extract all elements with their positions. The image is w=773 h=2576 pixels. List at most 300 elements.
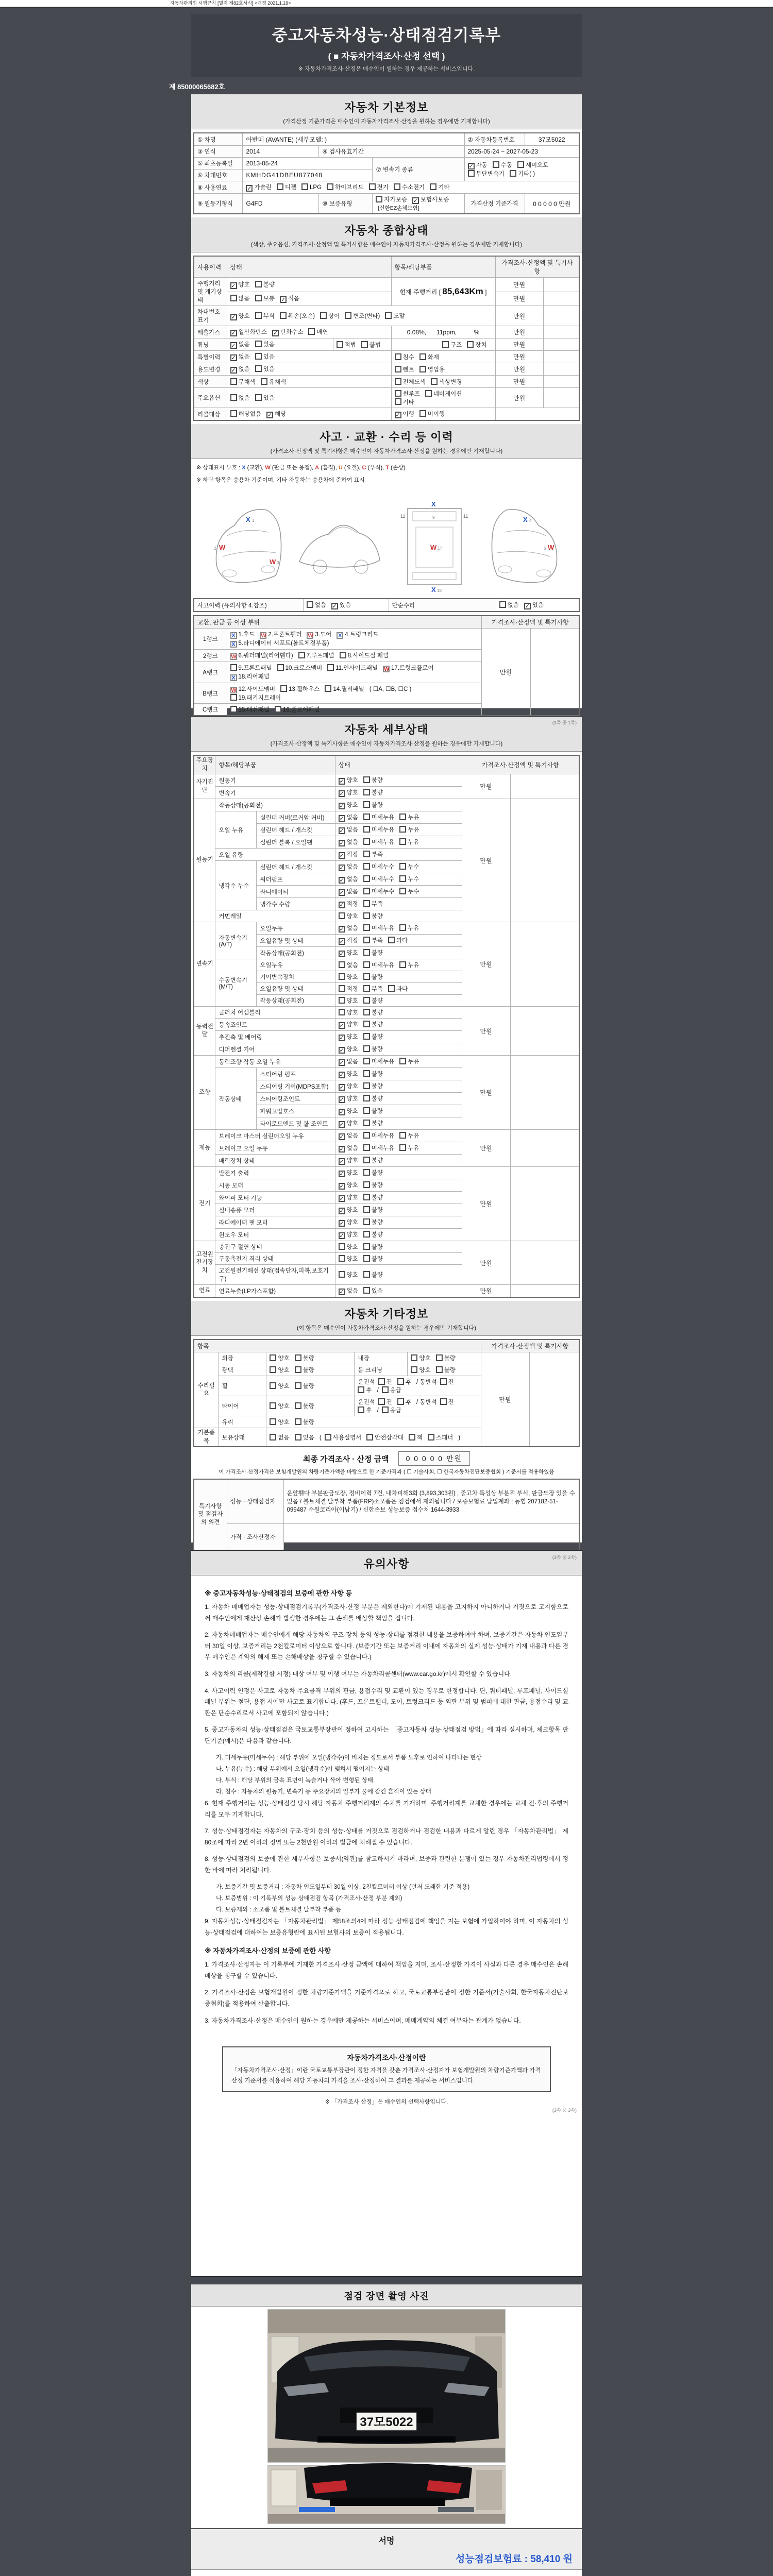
checkbox[interactable] xyxy=(419,410,426,417)
text: ④ 검사유효기간 xyxy=(322,149,364,155)
checkbox[interactable] xyxy=(255,365,262,372)
checkbox[interactable] xyxy=(363,1271,370,1278)
checkbox-option xyxy=(510,170,535,178)
checkbox-option xyxy=(295,1354,314,1362)
option-label: 없음 xyxy=(346,827,358,834)
checkbox[interactable]: X xyxy=(337,632,343,639)
checkbox[interactable]: ✓ xyxy=(339,1072,344,1079)
checkbox[interactable]: ✓ xyxy=(231,314,236,320)
checkbox[interactable] xyxy=(363,973,370,980)
table-cell xyxy=(227,278,391,292)
checkbox[interactable] xyxy=(255,281,262,287)
checkbox[interactable] xyxy=(339,912,345,919)
checkbox[interactable] xyxy=(363,1095,370,1101)
checkbox[interactable] xyxy=(363,900,370,907)
checkbox[interactable] xyxy=(363,961,370,968)
checkbox[interactable]: W xyxy=(383,666,390,672)
document-column xyxy=(169,14,582,2576)
checkbox[interactable] xyxy=(255,295,262,301)
table-cell xyxy=(510,1130,579,1167)
mark-x-trunk: X xyxy=(523,516,528,523)
option-label: 미세누유 xyxy=(371,827,395,834)
checkbox-option xyxy=(339,875,358,884)
checkbox[interactable]: ✓ xyxy=(339,1035,344,1042)
checkbox[interactable] xyxy=(399,924,406,931)
checkbox[interactable] xyxy=(255,312,262,319)
checkbox[interactable]: ✓ xyxy=(339,1221,344,1227)
checkbox[interactable] xyxy=(419,353,426,360)
checkbox[interactable]: ✓ xyxy=(468,163,474,170)
checkbox[interactable] xyxy=(363,1120,370,1126)
checkbox[interactable] xyxy=(363,863,370,870)
checkbox[interactable] xyxy=(378,1398,385,1405)
checkbox[interactable] xyxy=(363,838,370,845)
page-marker: (3쪽 중 2쪽) xyxy=(552,1555,577,1561)
checkbox[interactable]: W xyxy=(261,633,266,639)
table-cell xyxy=(215,1019,335,1031)
page-1 xyxy=(191,94,582,725)
option-label: 보통 xyxy=(263,296,275,302)
checkbox[interactable] xyxy=(399,875,406,882)
table-cell xyxy=(495,363,543,376)
checkbox[interactable]: ✓ xyxy=(339,951,344,958)
checkbox-option xyxy=(339,801,358,809)
option-label: 18.리어패널 xyxy=(238,674,270,680)
checkbox[interactable] xyxy=(436,1366,443,1373)
option-label: 양호 xyxy=(346,1170,358,1177)
checkbox[interactable] xyxy=(363,1231,370,1238)
checkbox[interactable]: ✓ xyxy=(339,1196,344,1202)
checkbox[interactable] xyxy=(363,1132,370,1139)
option-label: 훼손(오손) xyxy=(288,313,315,319)
checkbox[interactable] xyxy=(325,685,331,692)
table-cell xyxy=(525,194,579,214)
checkbox[interactable]: ✓ xyxy=(231,282,236,289)
checkbox[interactable] xyxy=(399,888,406,894)
photo-rear-underside-view xyxy=(267,2465,506,2524)
option-label: 불량 xyxy=(371,998,383,1005)
checkbox[interactable]: X xyxy=(230,632,237,639)
checkbox[interactable] xyxy=(493,161,499,168)
checkbox[interactable]: ✓ xyxy=(339,853,344,859)
checkbox[interactable] xyxy=(510,170,516,177)
table-cell xyxy=(495,326,543,338)
checkbox[interactable] xyxy=(301,183,308,190)
checkbox[interactable] xyxy=(363,1082,370,1089)
car-diagram-side xyxy=(293,487,385,595)
checkbox[interactable] xyxy=(339,961,345,968)
checkbox[interactable]: ✓ xyxy=(339,1171,344,1178)
checkbox[interactable]: ✓ xyxy=(339,1134,344,1141)
table-cell xyxy=(257,886,335,898)
damage-code: T xyxy=(385,465,389,471)
damage-mark-option xyxy=(230,685,276,693)
checkbox[interactable] xyxy=(399,814,406,820)
overall-state-table xyxy=(193,256,580,421)
checkbox[interactable]: ✓ xyxy=(395,412,400,418)
checkbox[interactable]: ✓ xyxy=(339,1109,344,1116)
checkbox[interactable] xyxy=(230,664,237,671)
checkbox[interactable] xyxy=(337,341,343,348)
checkbox[interactable] xyxy=(376,196,382,202)
checkbox[interactable] xyxy=(363,801,370,808)
checkbox[interactable] xyxy=(468,170,475,177)
text: 튜닝 xyxy=(197,342,209,348)
mark-w-door: W xyxy=(270,558,276,566)
checkbox[interactable] xyxy=(395,366,401,372)
checkbox[interactable] xyxy=(363,1033,370,1040)
checkbox[interactable] xyxy=(394,183,400,190)
checkbox[interactable] xyxy=(295,1354,301,1361)
checkbox[interactable]: ✓ xyxy=(339,778,344,785)
checkbox-option xyxy=(230,410,261,418)
checkbox[interactable] xyxy=(440,1378,447,1385)
option-label: 적음 xyxy=(288,296,300,302)
checkbox[interactable]: ✓ xyxy=(339,1060,344,1066)
checkbox[interactable] xyxy=(363,1255,370,1262)
checkbox[interactable] xyxy=(325,1434,331,1440)
checkbox-option xyxy=(363,813,394,821)
checkbox-option xyxy=(339,996,358,1005)
checkbox[interactable] xyxy=(255,353,262,360)
table-cell xyxy=(335,1093,462,1105)
checkbox[interactable] xyxy=(230,410,237,417)
checkbox[interactable]: ✓ xyxy=(267,412,273,418)
detail-state-table xyxy=(193,755,580,1298)
checkbox[interactable] xyxy=(382,1406,389,1413)
checkbox[interactable] xyxy=(382,1386,389,1393)
checkbox[interactable] xyxy=(363,937,370,943)
checkbox[interactable]: ✓ xyxy=(231,367,236,374)
checkbox[interactable] xyxy=(270,1402,276,1409)
checkbox[interactable] xyxy=(363,1070,370,1077)
checkbox[interactable] xyxy=(363,1021,370,1027)
checkbox[interactable] xyxy=(363,851,370,857)
checkbox[interactable] xyxy=(363,814,370,820)
checkbox[interactable] xyxy=(399,863,406,870)
page-marker: (3쪽 중 1쪽) xyxy=(552,720,577,725)
checkbox[interactable] xyxy=(399,1058,406,1064)
checkbox[interactable]: ✓ xyxy=(231,355,236,361)
checkbox[interactable] xyxy=(270,1354,276,1361)
table-cell xyxy=(243,194,319,214)
checkbox[interactable] xyxy=(363,789,370,795)
checkbox[interactable] xyxy=(363,1218,370,1225)
checkbox[interactable] xyxy=(399,826,406,833)
checkbox[interactable] xyxy=(395,390,401,397)
notice-item: 4. 사고이력 인정은 사고로 자동차 주요골격 부위의 판금, 용접수리 및 교환이 있는 경우로 한정합니다. 단, 쿼터패널, 루프패널, 사이드실패널 부위는 절단, 용접 시에만 사고로 표기합니다. (후드, 프론트휀더, 도어, 트렁크리드 등 외판 부위 및 범퍼에 대한 판금, 용접수리 및 교환은 단순수리로서 사고에 포함되지 않습니다.) xyxy=(205,1687,568,1717)
checkbox[interactable] xyxy=(230,295,237,301)
checkbox[interactable] xyxy=(307,601,313,608)
checkbox-option xyxy=(388,985,408,993)
checkbox[interactable] xyxy=(295,1434,301,1440)
checkbox[interactable] xyxy=(467,341,474,348)
checkbox[interactable] xyxy=(270,1418,276,1425)
table-cell xyxy=(335,886,462,898)
checkbox[interactable] xyxy=(442,341,449,348)
checkbox[interactable]: ✓ xyxy=(339,803,344,810)
checkbox[interactable]: ✓ xyxy=(339,840,344,847)
checkbox[interactable]: ✓ xyxy=(339,1289,344,1296)
table-cell xyxy=(215,861,257,910)
option-label: 무단변속기 xyxy=(476,171,505,177)
option-label: 불량 xyxy=(371,913,383,920)
checkbox[interactable]: ✓ xyxy=(525,603,530,609)
option-label: 디젤 xyxy=(284,184,297,191)
checkbox[interactable] xyxy=(399,838,406,845)
option-label: 누수 xyxy=(408,864,419,871)
checkbox[interactable] xyxy=(411,1366,417,1373)
checkbox[interactable]: ✓ xyxy=(339,1047,344,1054)
checkbox[interactable]: ✓ xyxy=(339,877,344,884)
option-label: 불량 xyxy=(371,1083,383,1090)
checkbox[interactable] xyxy=(261,378,267,385)
checkbox[interactable] xyxy=(395,353,401,360)
checkbox[interactable] xyxy=(440,1398,447,1405)
checkbox[interactable]: W xyxy=(231,687,237,693)
text: (판금 또는 용접), xyxy=(270,465,315,471)
checkbox[interactable] xyxy=(270,1366,276,1373)
text: 원동기 xyxy=(219,777,236,784)
checkbox-option xyxy=(345,312,380,320)
checkbox[interactable]: ✓ xyxy=(339,828,344,835)
checkbox[interactable] xyxy=(339,1255,345,1262)
checkbox[interactable] xyxy=(230,378,237,385)
checkbox[interactable] xyxy=(270,1434,276,1440)
table-cell xyxy=(266,1376,355,1396)
checkbox[interactable] xyxy=(339,1009,345,1015)
checkbox[interactable] xyxy=(399,1132,406,1139)
checkbox[interactable] xyxy=(358,1406,364,1413)
checkbox[interactable]: ✓ xyxy=(273,330,278,336)
checkbox[interactable]: ✓ xyxy=(339,890,344,896)
checkbox[interactable]: ✓ xyxy=(339,865,344,872)
checkbox[interactable] xyxy=(230,706,237,713)
checkbox[interactable]: ✓ xyxy=(339,791,344,798)
checkbox[interactable] xyxy=(339,1243,345,1250)
option-label: 양호 xyxy=(278,1419,290,1426)
checkbox[interactable]: ✓ xyxy=(339,939,344,945)
text: 보유상태 xyxy=(222,1434,245,1441)
checkbox[interactable] xyxy=(430,183,436,190)
checkbox[interactable] xyxy=(388,985,395,992)
checkbox[interactable] xyxy=(378,1378,385,1385)
checkbox-option xyxy=(255,352,275,361)
checkbox[interactable] xyxy=(363,826,370,833)
checkbox[interactable] xyxy=(363,1045,370,1052)
checkbox[interactable] xyxy=(363,888,370,894)
checkbox[interactable] xyxy=(308,328,315,335)
checkbox[interactable]: ✓ xyxy=(339,1183,344,1190)
checkbox[interactable] xyxy=(320,312,327,319)
checkbox[interactable]: ✓ xyxy=(413,198,418,204)
checkbox[interactable] xyxy=(436,1354,443,1361)
checkbox[interactable] xyxy=(363,1058,370,1064)
checkbox[interactable] xyxy=(298,652,305,658)
checkbox[interactable]: ✓ xyxy=(332,603,337,609)
checkbox[interactable]: ✓ xyxy=(339,816,344,822)
damage-mark-option xyxy=(298,651,334,659)
checkbox-option xyxy=(411,1354,430,1362)
checkbox-option xyxy=(399,825,419,834)
checkbox[interactable] xyxy=(428,1434,434,1440)
checkbox[interactable] xyxy=(363,1107,370,1114)
option-label: 불량 xyxy=(371,802,383,809)
checkbox[interactable] xyxy=(363,924,370,931)
option-label: 부족 xyxy=(371,852,383,858)
checkbox[interactable] xyxy=(499,601,506,608)
checkbox-option xyxy=(363,1082,383,1090)
checkbox[interactable] xyxy=(363,912,370,919)
text: 냉각수 누수 xyxy=(219,883,249,889)
checkbox[interactable] xyxy=(399,1144,406,1151)
checkbox[interactable] xyxy=(280,685,287,692)
checkbox[interactable]: ✓ xyxy=(280,297,286,303)
table-cell xyxy=(510,774,579,799)
section-subtitle: (이 항목은 매수인이 자동차가격조사·산정을 원하는 경우에만 기재합니다) xyxy=(296,1325,477,1332)
checkbox[interactable] xyxy=(397,1378,404,1385)
checkbox[interactable] xyxy=(339,973,345,980)
table-cell xyxy=(283,1523,579,1550)
checkbox-option xyxy=(339,862,358,871)
checkbox[interactable] xyxy=(363,1009,370,1015)
option-label: 양호 xyxy=(346,1022,358,1028)
option-label: 양호 xyxy=(346,1219,358,1226)
checkbox[interactable] xyxy=(358,1386,364,1393)
text: 만원 xyxy=(513,353,526,361)
checkbox[interactable] xyxy=(295,1418,301,1425)
checkbox[interactable] xyxy=(230,694,237,701)
checkbox[interactable]: ✓ xyxy=(339,1097,344,1104)
table-cell xyxy=(194,181,243,194)
checkbox[interactable] xyxy=(395,378,401,385)
checkbox[interactable] xyxy=(295,1366,301,1373)
checkbox[interactable] xyxy=(399,961,406,968)
checkbox[interactable]: ✓ xyxy=(231,330,236,336)
checkbox[interactable] xyxy=(345,312,351,319)
checkbox[interactable]: ✓ xyxy=(339,1084,344,1091)
checkbox[interactable] xyxy=(425,390,432,397)
option-label: 10.크로스멤버 xyxy=(285,665,323,671)
table-row xyxy=(194,181,579,194)
checkbox[interactable] xyxy=(385,312,392,319)
option-label: 미세누유 xyxy=(371,815,395,821)
checkbox[interactable] xyxy=(363,1157,370,1163)
option-label: 불량 xyxy=(444,1355,456,1362)
checkbox[interactable] xyxy=(431,378,438,385)
checkbox[interactable] xyxy=(280,312,287,319)
checkbox[interactable] xyxy=(363,1181,370,1188)
checkbox[interactable] xyxy=(339,997,345,1004)
checkbox[interactable]: ✓ xyxy=(339,1208,344,1215)
checkbox[interactable]: ✓ xyxy=(339,1122,344,1128)
checkbox[interactable]: ✓ xyxy=(339,1023,344,1029)
text: 스티어링 기어(MDPS포함) xyxy=(260,1083,329,1090)
checkbox[interactable] xyxy=(363,1206,370,1213)
checkbox[interactable] xyxy=(339,1271,345,1278)
checkbox[interactable] xyxy=(369,183,376,190)
checkbox[interactable]: ✓ xyxy=(339,1146,344,1153)
checkbox[interactable] xyxy=(277,183,283,190)
checkbox[interactable] xyxy=(270,1382,276,1389)
text: (요철), xyxy=(342,465,362,471)
checkbox[interactable]: W xyxy=(231,654,237,660)
checkbox[interactable]: ✓ xyxy=(231,343,236,349)
checkbox[interactable]: ✓ xyxy=(339,902,344,909)
checkbox[interactable] xyxy=(366,1434,373,1440)
checkbox[interactable] xyxy=(363,875,370,882)
checkbox[interactable] xyxy=(295,1382,301,1389)
checkbox[interactable] xyxy=(363,776,370,783)
checkbox[interactable] xyxy=(397,1398,404,1405)
option-label: 양호 xyxy=(419,1355,431,1362)
text: 교환, 판금 등 이상 부위 xyxy=(197,619,260,626)
checkbox[interactable] xyxy=(517,161,524,168)
table-cell xyxy=(481,1352,529,1447)
damage-mark-option xyxy=(280,685,320,693)
checkbox[interactable] xyxy=(275,706,281,713)
checkbox[interactable] xyxy=(327,664,334,671)
checkbox[interactable] xyxy=(230,394,237,401)
checkbox[interactable]: W xyxy=(308,633,313,639)
checkbox[interactable] xyxy=(363,1169,370,1176)
checkbox[interactable] xyxy=(363,985,370,992)
checkbox[interactable] xyxy=(411,1354,417,1361)
text: 타이어 xyxy=(222,1403,239,1410)
detail-state-table-mount xyxy=(191,755,582,1298)
checkbox[interactable]: X xyxy=(230,641,237,648)
mark-num: 6 xyxy=(544,546,546,551)
checkbox[interactable] xyxy=(363,1287,370,1294)
checkbox[interactable]: ✓ xyxy=(247,185,252,192)
checkbox[interactable] xyxy=(395,398,401,405)
checkbox[interactable] xyxy=(363,997,370,1004)
checkbox[interactable]: ✓ xyxy=(339,1159,344,1165)
option-label: 있음 xyxy=(263,354,275,360)
checkbox-option xyxy=(358,1386,372,1394)
text: 작동상태 xyxy=(219,1096,242,1103)
checkbox-option xyxy=(425,389,462,398)
text: 만원 xyxy=(480,1145,492,1153)
checkbox[interactable]: ✓ xyxy=(339,926,344,933)
text: 자동변속기 (A/T) xyxy=(219,935,248,948)
checkbox[interactable]: ✓ xyxy=(339,1233,344,1240)
checkbox[interactable] xyxy=(363,1243,370,1250)
checkbox[interactable] xyxy=(419,366,426,372)
text: 작동상태(공회전) xyxy=(219,802,263,809)
checkbox[interactable] xyxy=(340,652,346,658)
checkbox[interactable] xyxy=(363,949,370,956)
checkbox[interactable] xyxy=(339,985,345,992)
checkbox[interactable] xyxy=(255,394,262,401)
checkbox[interactable] xyxy=(295,1402,301,1409)
checkbox[interactable] xyxy=(361,341,368,348)
checkbox[interactable] xyxy=(277,664,284,671)
checkbox[interactable] xyxy=(388,937,395,943)
text: 리콜대상 xyxy=(197,411,221,418)
checkbox-option xyxy=(524,601,544,609)
checkbox[interactable] xyxy=(255,341,262,347)
checkbox[interactable]: X xyxy=(230,674,237,681)
checkbox-option xyxy=(339,1218,358,1227)
checkbox[interactable] xyxy=(409,1434,415,1440)
accident-history-table xyxy=(193,598,580,612)
table-cell xyxy=(194,388,227,408)
checkbox[interactable] xyxy=(327,183,333,190)
table-cell xyxy=(194,1241,215,1285)
checkbox[interactable] xyxy=(363,1194,370,1200)
checkbox[interactable] xyxy=(363,1144,370,1151)
